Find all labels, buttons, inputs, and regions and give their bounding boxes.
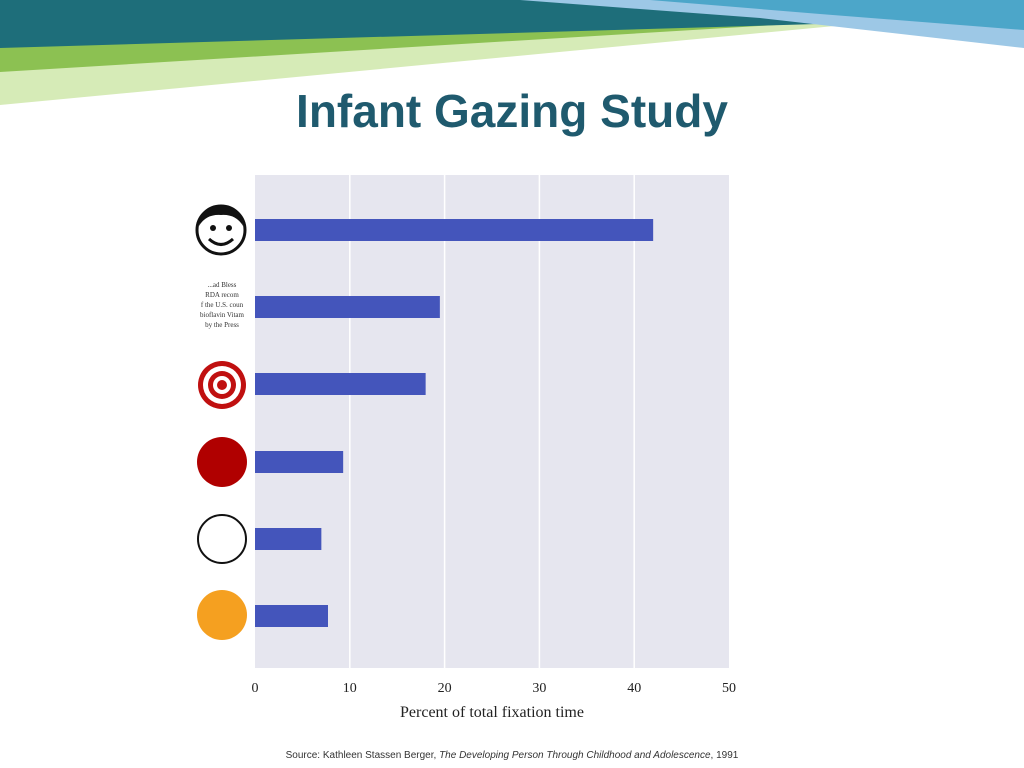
slide-title: Infant Gazing Study: [296, 85, 728, 137]
bar-white-disk: [255, 528, 321, 550]
yellow-circle-icon: [197, 590, 247, 640]
x-tick-label: 20: [437, 681, 452, 696]
source-citation: [0, 750, 1024, 761]
x-tick-label: 30: [532, 681, 547, 696]
white-circle-icon: [198, 515, 246, 563]
newsprint-line: ...ad Bless: [207, 281, 237, 289]
x-tick-label: 50: [722, 681, 736, 696]
bar-red-disk: [255, 451, 343, 473]
red-circle-icon: [197, 437, 247, 487]
bar-bullseye: [255, 373, 426, 395]
newsprint-line: by the Press: [205, 321, 239, 329]
newsprint-text-image: [200, 281, 245, 329]
plot-background: [255, 175, 729, 668]
smiley-face-icon: [197, 205, 245, 254]
source-year: , 1991: [710, 750, 739, 761]
x-tick-labels: [252, 681, 737, 696]
source-prefix: Source: Kathleen Stassen Berger,: [285, 750, 440, 761]
x-tick-label: 40: [627, 681, 642, 696]
newsprint-line: f the U.S. coun: [200, 301, 244, 309]
x-tick-label: 0: [251, 681, 259, 696]
newsprint-line: bioflavin Vitam: [200, 311, 244, 319]
x-axis-title: Percent of total fixation time: [400, 704, 584, 721]
source-book-title: The Developing Person Through Childhood and Adolescence: [439, 750, 711, 761]
x-tick-label: 10: [342, 681, 357, 696]
newsprint-line: RDA recom: [205, 291, 239, 299]
bar-newsprint: [255, 296, 440, 318]
bar-face: [255, 219, 653, 241]
bullseye-target-icon: [198, 361, 246, 409]
bar-yellow-disk: [255, 605, 328, 627]
